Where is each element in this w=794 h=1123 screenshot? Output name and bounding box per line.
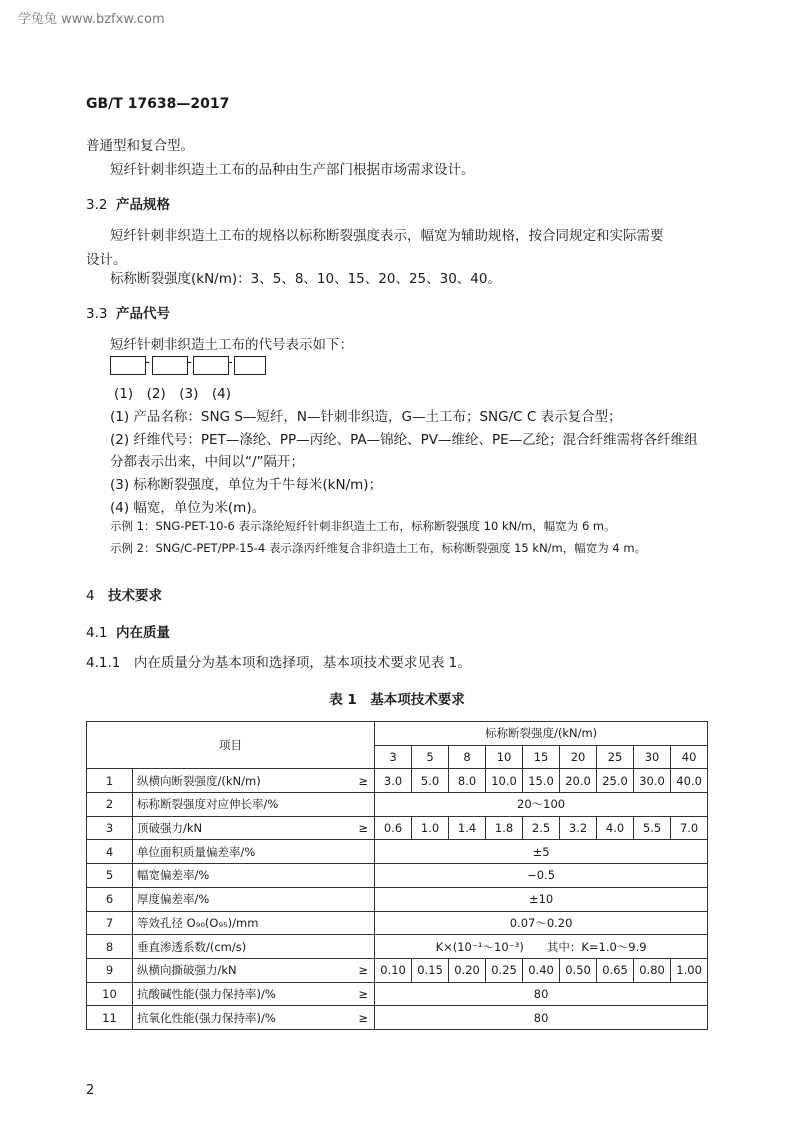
row-item: 单位面积质量偏差率/% <box>133 840 375 864</box>
row-value: 0.25 <box>486 958 523 982</box>
table-caption: 表 1 基本项技术要求 <box>329 692 465 708</box>
paragraph-code-intro: 短纤针刺非织造土工布的代号表示如下： <box>110 337 353 353</box>
row-item: 抗氧化性能(强力保持率)/% <box>133 1006 335 1030</box>
row-item: 抗酸碱性能(强力保持率)/% <box>133 982 335 1006</box>
code-separator: - <box>228 355 233 370</box>
row-value: 0.15 <box>412 958 449 982</box>
section-3-3-heading <box>86 302 170 322</box>
row-number: 2 <box>87 793 133 817</box>
row-value: 0.80 <box>634 958 671 982</box>
header-item: 项目 <box>87 722 375 769</box>
row-value: 25.0 <box>597 769 634 793</box>
header-strength-group: 标称断裂强度/(kN/m) <box>375 722 708 746</box>
row-number: 8 <box>87 935 133 959</box>
row-item: 纵横向撕破强力/kN <box>133 958 335 982</box>
section-number: 3.3 <box>86 306 108 322</box>
row-value: 20.0 <box>560 769 597 793</box>
row-value: 30.0 <box>634 769 671 793</box>
table-row <box>87 887 708 911</box>
row-number: 3 <box>87 816 133 840</box>
row-value: 2.5 <box>523 816 560 840</box>
row-number: 7 <box>87 911 133 935</box>
row-span-value: −0.5 <box>375 864 708 888</box>
row-value: 0.6 <box>375 816 412 840</box>
row-number: 6 <box>87 887 133 911</box>
header-strength: 30 <box>634 745 671 769</box>
table-row <box>87 769 708 793</box>
row-symbol: ≥ <box>335 769 375 793</box>
code-item-3: (3) 标称断裂强度，单位为千牛每米(kN/m)； <box>110 477 383 493</box>
header-strength: 25 <box>597 745 634 769</box>
row-item: 厚度偏差率/% <box>133 887 375 911</box>
row-value: 4.0 <box>597 816 634 840</box>
table-row <box>87 958 708 982</box>
row-symbol: ≥ <box>335 1006 375 1030</box>
paragraph-spec-line-1: 短纤针刺非织造土工布的规格以标称断裂强度表示，幅宽为辅助规格，按合同规定和实际需要 <box>110 228 664 244</box>
header-strength: 5 <box>412 745 449 769</box>
row-item: 垂直渗透系数/(cm/s) <box>133 935 375 959</box>
row-value: 0.10 <box>375 958 412 982</box>
row-span-value: ±5 <box>375 840 708 864</box>
paragraph-4-1-1: 4.1.1 内在质量分为基本项和选择项，基本项技术要求见表 1。 <box>86 655 471 671</box>
table-row <box>87 911 708 935</box>
watermark: 学兔兔 www.bzfxw.com <box>18 12 165 27</box>
row-symbol: ≥ <box>335 816 375 840</box>
table-row <box>87 1006 708 1030</box>
row-span-value: 0.07～0.20 <box>375 911 708 935</box>
code-box-labels: (1) (2) (3) (4) <box>114 386 231 402</box>
row-span-value: 80 <box>375 982 708 1006</box>
page-number: 2 <box>86 1083 95 1098</box>
section-4-heading <box>86 584 162 604</box>
example-1: 示例 1：SNG-PET-10-6 表示涤纶短纤针刺非织造土工布，标称断裂强度 10 kN/m，幅宽为 6 m。 <box>110 519 616 533</box>
code-box-2 <box>152 356 188 375</box>
paragraph-continue: 普通型和复合型。 <box>86 138 194 154</box>
table-row <box>87 864 708 888</box>
code-separator: - <box>187 355 192 370</box>
table-row <box>87 816 708 840</box>
paragraph-variety: 短纤针刺非织造土工布的品种由生产部门根据市场需求设计。 <box>110 162 475 178</box>
row-item: 等效孔径 O₉₀(O₉₅)/mm <box>133 911 375 935</box>
row-number: 10 <box>87 982 133 1006</box>
row-value: 0.65 <box>597 958 634 982</box>
table-row <box>87 982 708 1006</box>
standard-number: GB/T 17638—2017 <box>86 96 230 112</box>
row-value: 1.00 <box>671 958 708 982</box>
section-4-1-heading <box>86 621 170 641</box>
row-span-value: 80 <box>375 1006 708 1030</box>
table-row <box>87 840 708 864</box>
code-item-2: (2) 纤维代号：PET—涤纶、PP—丙纶、PA—锦纶、PV—维纶、PE—乙纶；混合纤维需将各纤维组 <box>110 432 698 448</box>
row-value: 3.2 <box>560 816 597 840</box>
row-value: 0.20 <box>449 958 486 982</box>
header-strength: 8 <box>449 745 486 769</box>
header-strength: 10 <box>486 745 523 769</box>
code-item-4: (4) 幅宽，单位为米(m)。 <box>110 500 266 516</box>
example-2: 示例 2：SNG/C-PET/PP-15-4 表示涤丙纤维复合非织造土工布，标称断裂强度 15 kN/m，幅宽为 4 m。 <box>110 541 647 555</box>
section-number: 4 <box>86 588 95 604</box>
row-value: 40.0 <box>671 769 708 793</box>
row-value: 5.0 <box>412 769 449 793</box>
section-number: 3.2 <box>86 197 108 213</box>
row-symbol: ≥ <box>335 982 375 1006</box>
code-item-2-cont: 分都表示出来，中间以“/”隔开； <box>110 454 305 470</box>
row-symbol: ≥ <box>335 958 375 982</box>
row-number: 5 <box>87 864 133 888</box>
row-number: 1 <box>87 769 133 793</box>
row-value: 0.50 <box>560 958 597 982</box>
row-value: 3.0 <box>375 769 412 793</box>
row-item: 纵横向断裂强度/(kN/m) <box>133 769 335 793</box>
section-number: 4.1 <box>86 625 108 641</box>
row-item: 标称断裂强度对应伸长率/% <box>133 793 375 817</box>
header-strength: 15 <box>523 745 560 769</box>
code-item-1: (1) 产品名称：SNG S—短纤，N—针刺非织造，G—土工布；SNG/C C 表示复合型； <box>110 409 622 425</box>
row-item: 顶破强力/kN <box>133 816 335 840</box>
section-3-2-heading <box>86 193 170 213</box>
row-value: 5.5 <box>634 816 671 840</box>
paragraph-spec-values: 标称断裂强度(kN/m)：3、5、8、10、15、20、25、30、40。 <box>110 271 501 287</box>
header-strength: 40 <box>671 745 708 769</box>
basic-requirements-table <box>86 721 708 1030</box>
table-row <box>87 793 708 817</box>
code-box-3 <box>193 356 229 375</box>
code-separator: - <box>145 355 150 370</box>
row-span-value: 20～100 <box>375 793 708 817</box>
row-number: 11 <box>87 1006 133 1030</box>
row-value: 8.0 <box>449 769 486 793</box>
row-span-value: K×(10⁻¹～10⁻³) 其中：K=1.0～9.9 <box>375 935 708 959</box>
row-value: 10.0 <box>486 769 523 793</box>
row-value: 1.8 <box>486 816 523 840</box>
table-row <box>87 935 708 959</box>
table-header-row-1 <box>87 722 708 746</box>
code-box-4 <box>234 356 266 375</box>
row-number: 9 <box>87 958 133 982</box>
section-title: 技术要求 <box>108 588 162 604</box>
code-box-1 <box>110 356 146 375</box>
header-strength: 3 <box>375 745 412 769</box>
row-value: 1.0 <box>412 816 449 840</box>
section-title: 产品规格 <box>116 197 170 213</box>
row-number: 4 <box>87 840 133 864</box>
row-value: 0.40 <box>523 958 560 982</box>
paragraph-spec-line-2: 设计。 <box>86 252 127 268</box>
row-item: 幅宽偏差率/% <box>133 864 375 888</box>
row-span-value: ±10 <box>375 887 708 911</box>
row-value: 15.0 <box>523 769 560 793</box>
row-value: 1.4 <box>449 816 486 840</box>
row-value: 7.0 <box>671 816 708 840</box>
section-title: 产品代号 <box>116 306 170 322</box>
header-strength: 20 <box>560 745 597 769</box>
section-title: 内在质量 <box>116 625 170 641</box>
